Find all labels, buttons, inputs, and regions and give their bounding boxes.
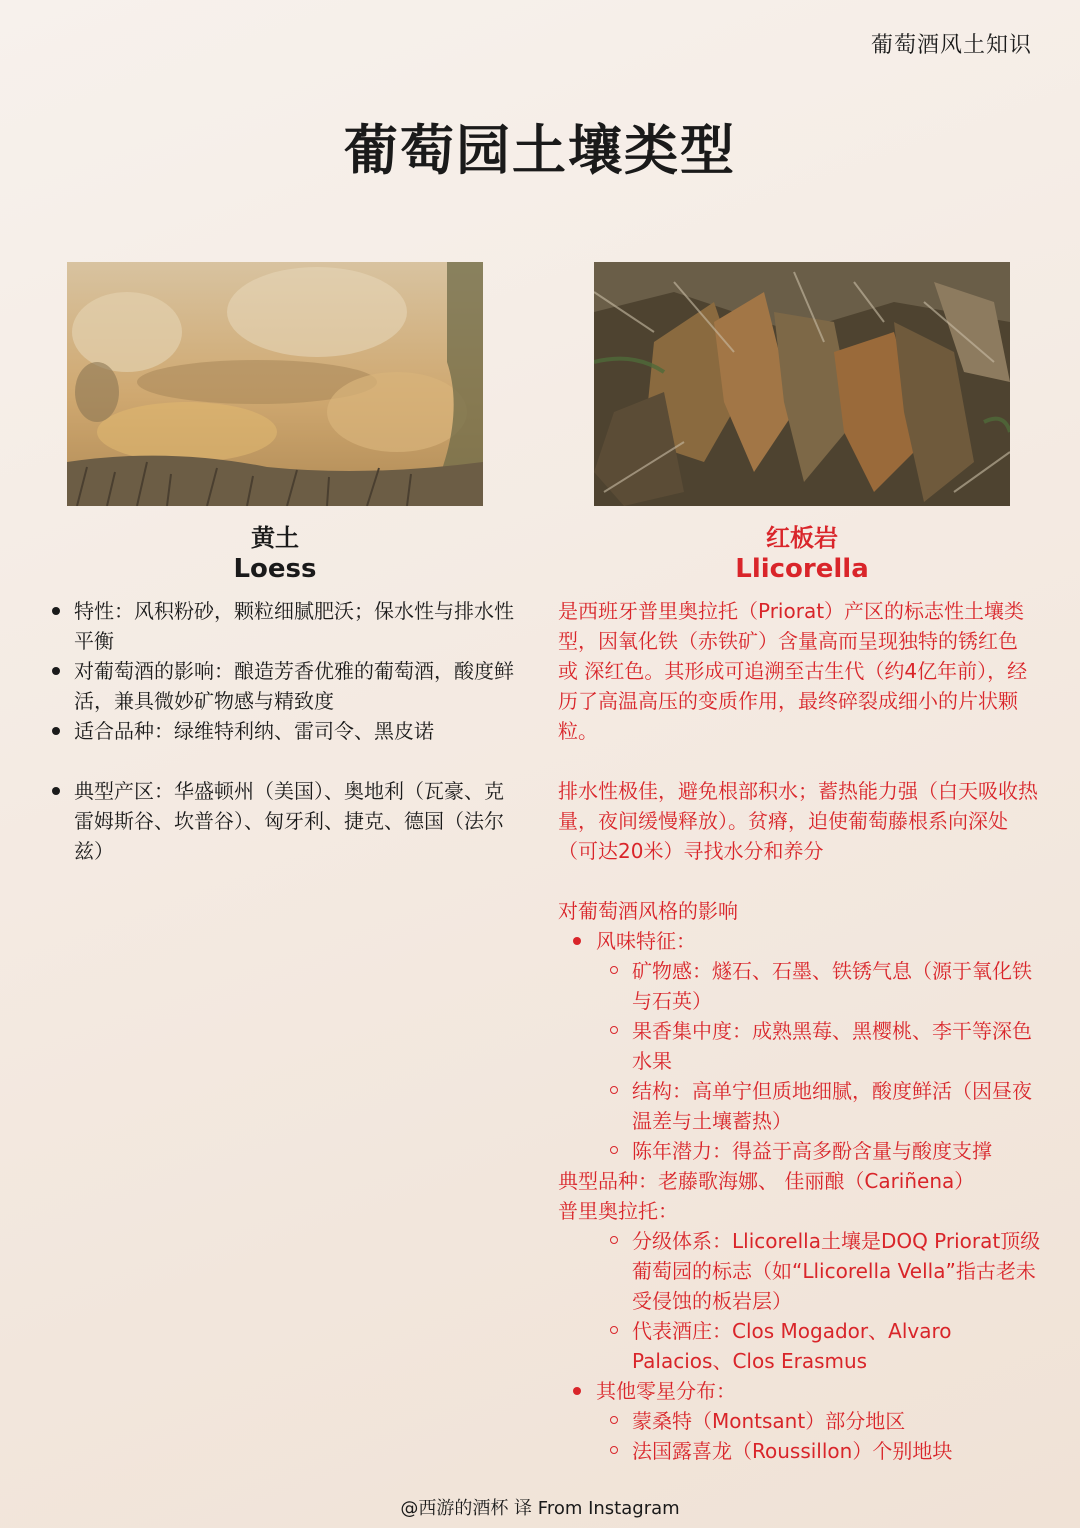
- loess-wine-impact: 对葡萄酒的影响：酿造芳香优雅的葡萄酒，酸度鲜活，兼具微妙矿物感与精致度: [48, 656, 518, 716]
- loess-characteristics: 特性：风积粉砂，颗粒细腻肥沃；保水性与排水性平衡: [48, 596, 518, 656]
- llicorella-intro: 是西班牙普里奥拉托（Priorat）产区的标志性土壤类型，因氧化铁（赤铁矿）含量高而呈现独特的锈红色 或 深红色。其形成可追溯至古生代（约4亿年前），经历了高温高压的变质作用，最终碎裂成细小的片状颗粒。: [558, 599, 1028, 743]
- loess-photo: [67, 262, 483, 506]
- series-label: 葡萄酒风土知识: [870, 33, 1032, 58]
- loess-regions: 典型产区：华盛顿州（美国）、奥地利（瓦豪、克雷姆斯谷、坎普谷）、匈牙利、捷克、德国（法尔兹）: [48, 776, 518, 866]
- priorat-item: 分级体系：Llicorella土壤是DOQ Priorat顶级葡萄园的标志（如“Llicorella Vella”指古老未受侵蚀的板岩层）: [558, 1226, 1043, 1316]
- page-title: 葡萄园土壤类型: [344, 119, 736, 182]
- typical-varieties: 典型品种：老藤歌海娜、 佳丽酿（Cariñena）: [558, 1169, 975, 1193]
- footer-credit: @西游的酒杯 译 From Instagram: [400, 1498, 680, 1519]
- loess-details: [48, 596, 518, 866]
- priorat-heading: 普里奥拉托：: [558, 1199, 678, 1223]
- flavor-item: 结构：高单宁但质地细腻，酸度鲜活（因昼夜温差与土壤蓄热）: [558, 1076, 1043, 1136]
- flavor-heading: 风味特征：: [558, 926, 1043, 956]
- llicorella-name-zh: 红板岩: [766, 524, 838, 552]
- flavor-item: 矿物感：燧石、石墨、铁锈气息（源于氧化铁与石英）: [558, 956, 1043, 1016]
- style-heading: 对葡萄酒风格的影响: [558, 899, 738, 923]
- other-heading: 其他零星分布：: [558, 1376, 1043, 1406]
- flavor-item: 果香集中度：成熟黑莓、黑樱桃、李干等深色水果: [558, 1016, 1043, 1076]
- llicorella-drainage: 排水性极佳，避免根部积水；蓄热能力强（白天吸收热量，夜间缓慢释放）。贫瘠，迫使葡萄藤根系向深处（可达20米）寻找水分和养分: [558, 779, 1038, 863]
- loess-name-zh: 黄土: [251, 524, 299, 552]
- other-item: 蒙桑特（Montsant）部分地区: [558, 1406, 1043, 1436]
- other-item: 法国露喜龙（Roussillon）个别地块: [558, 1436, 1043, 1466]
- llicorella-photo: [594, 262, 1010, 506]
- loess-name-en: Loess: [233, 554, 317, 584]
- llicorella-details: [558, 596, 1043, 1466]
- priorat-item: 代表酒庄：Clos Mogador、Alvaro Palacios、Clos Erasmus: [558, 1316, 1043, 1376]
- llicorella-name-en: Llicorella: [735, 554, 869, 584]
- flavor-item: 陈年潜力：得益于高多酚含量与酸度支撑: [558, 1136, 1043, 1166]
- loess-varieties: 适合品种：绿维特利纳、雷司令、黑皮诺: [48, 716, 518, 746]
